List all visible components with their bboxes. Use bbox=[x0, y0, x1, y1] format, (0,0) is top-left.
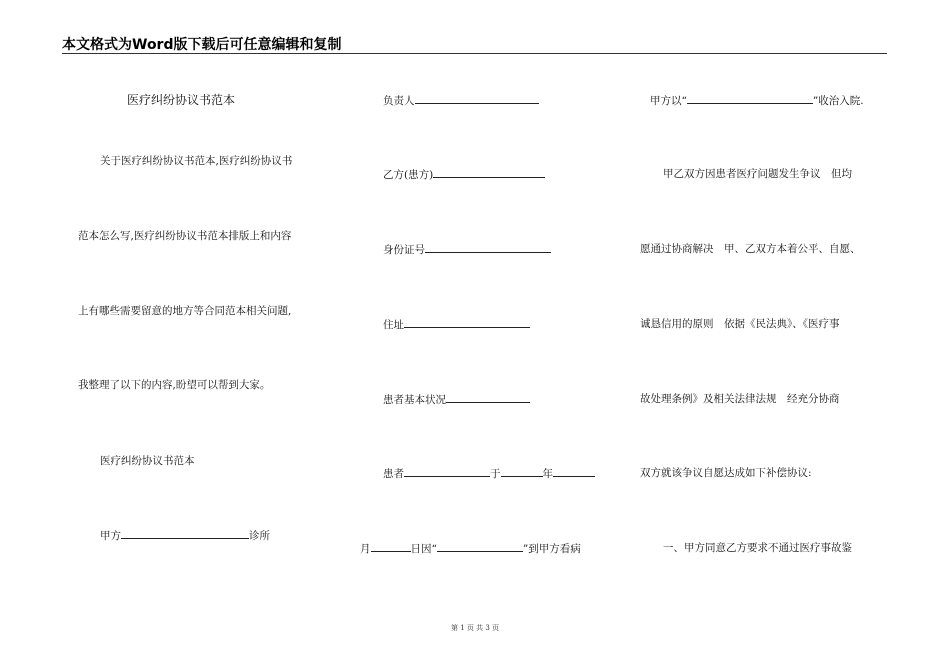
party-a-label: 甲方 bbox=[100, 530, 121, 542]
right-line-5: 故处理条例》及相关法律法规 经充分协商 bbox=[640, 393, 840, 405]
right-line-7: 一、甲方同意乙方要求不通过医疗事故鉴 bbox=[663, 542, 852, 554]
month-blank bbox=[553, 467, 595, 477]
intro-line-1: 关于医疗纠纷协议书范本,医疗纠纷协议书 bbox=[100, 155, 293, 167]
responsible-blank bbox=[415, 94, 539, 104]
patient-basic-line bbox=[383, 393, 530, 407]
right-line-2: 甲乙双方因患者医疗问题发生争议 但均 bbox=[663, 168, 852, 180]
id-label: 身份证号 bbox=[383, 244, 425, 256]
reason-blank bbox=[437, 542, 523, 552]
right-line-6: 双方就该争议自愿达成如下补偿协议: bbox=[640, 467, 812, 479]
responsible-label: 负责人 bbox=[383, 95, 415, 107]
intro-line-2: 范本怎么写,医疗纠纷协议书范本排版上和内容 bbox=[78, 230, 292, 242]
patient-name-blank bbox=[404, 467, 490, 477]
visit-text: ”到甲方看病 bbox=[522, 543, 581, 555]
patient-date-line bbox=[383, 467, 595, 481]
patient-basic-blank bbox=[446, 393, 530, 403]
yu-text: 于 bbox=[490, 468, 501, 480]
year-text: 年 bbox=[542, 468, 553, 480]
address-blank bbox=[404, 318, 530, 328]
admission-suffix: ”收治入院. bbox=[812, 95, 864, 107]
party-a-line bbox=[100, 529, 270, 543]
patient-label: 患者 bbox=[383, 468, 404, 480]
month-text: 月 bbox=[360, 543, 371, 555]
address-line bbox=[383, 318, 530, 332]
patient-basic-label: 患者基本状况 bbox=[383, 394, 446, 406]
right-line-3: 愿通过协商解决 甲、乙双方本着公平、自愿、 bbox=[640, 243, 861, 255]
year-blank bbox=[501, 467, 543, 477]
party-b-label: 乙方(患方) bbox=[383, 169, 434, 181]
right-line-4: 诚恳信用的原则 依据《民法典》、《医疗事 bbox=[640, 318, 840, 330]
party-b-blank bbox=[433, 168, 545, 178]
party-b-line bbox=[383, 168, 545, 182]
document-header-title: 本文格式为Word版下载后可任意编辑和复制 bbox=[62, 37, 342, 53]
agreement-subtitle: 医疗纠纷协议书范本 bbox=[100, 455, 195, 467]
intro-line-3: 上有哪些需要留意的地方等合同范本相关问题, bbox=[78, 305, 292, 317]
responsible-line bbox=[383, 94, 539, 108]
party-a-suffix: 诊所 bbox=[249, 530, 270, 542]
document-title: 医疗纠纷协议书范本 bbox=[127, 93, 236, 107]
id-blank bbox=[425, 243, 551, 253]
page-number: 第 1 页 共 3 页 bbox=[450, 624, 500, 632]
intro-line-4: 我整理了以下的内容,盼望可以帮到大家。 bbox=[78, 379, 271, 391]
admission-prefix: 甲方以“ bbox=[650, 95, 687, 107]
address-label: 住址 bbox=[383, 319, 404, 331]
visit-reason-line bbox=[360, 542, 581, 556]
party-a-blank bbox=[121, 529, 249, 539]
day-blank bbox=[371, 542, 411, 552]
admission-line bbox=[650, 94, 864, 108]
admission-blank bbox=[687, 94, 813, 104]
day-reason-text: 日因“ bbox=[410, 543, 437, 555]
id-line bbox=[383, 243, 551, 257]
header-divider bbox=[62, 53, 887, 54]
